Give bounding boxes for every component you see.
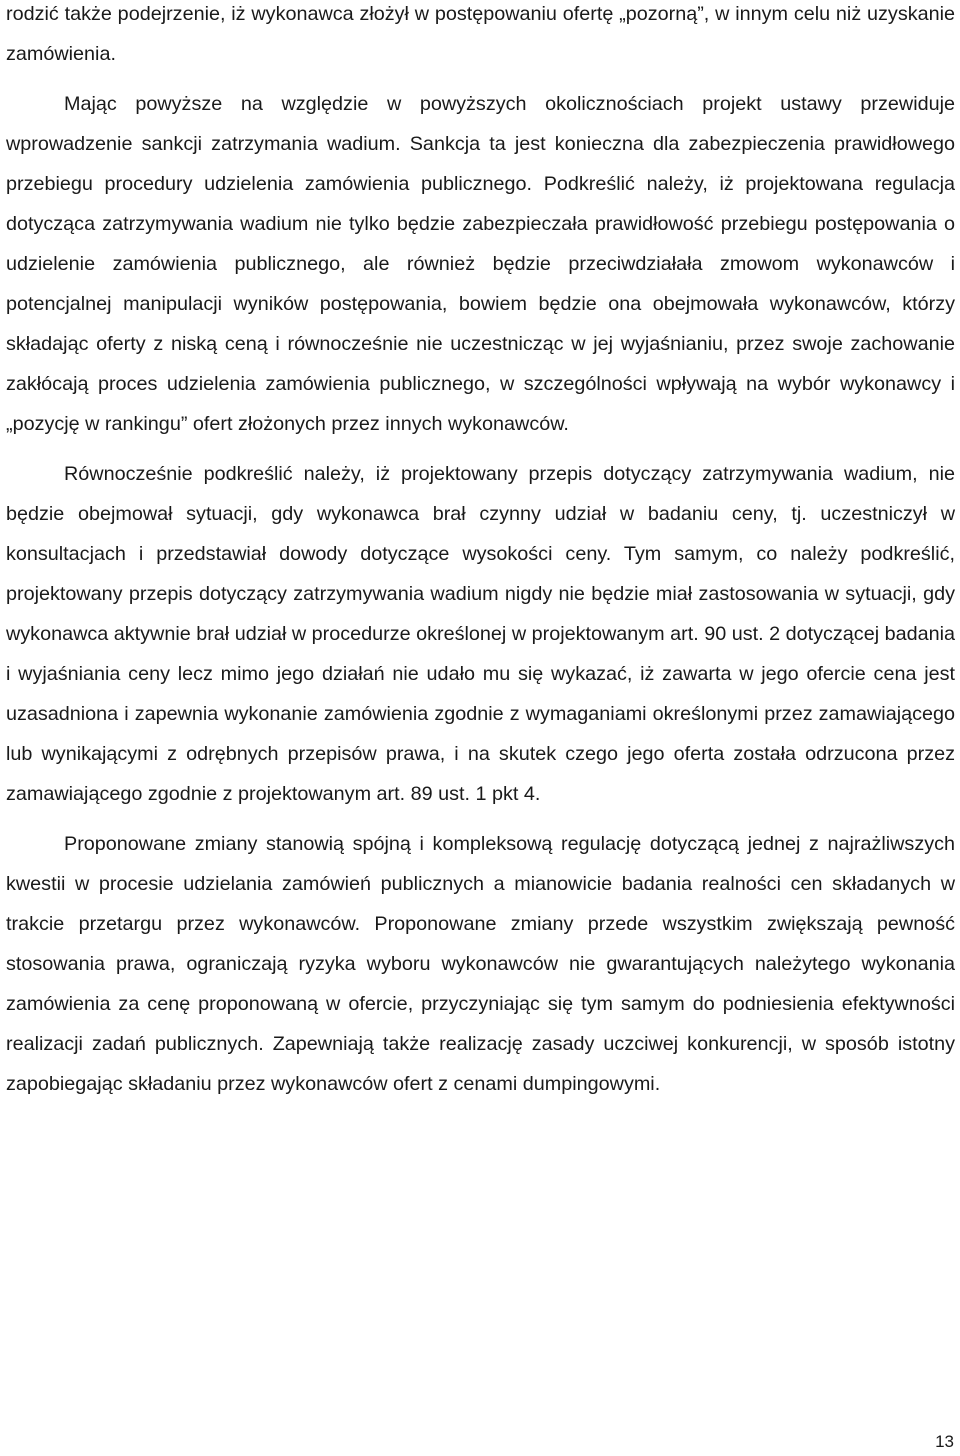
paragraph-price-examination: Równocześnie podkreślić należy, iż projektowany przepis dotyczący zatrzymywania wadium, nie będzie obejmował sytuacji, gdy wykonawca brał czynny udział w badaniu ceny, tj. uczestniczył w konsultacjach i przedstawiał dowody dotyczące wysokości ceny. Tym samym, co należy podkreślić, projektowany przepis dotyczący zatrzymywania wadium nigdy nie będzie miał zastosowania w sytuacji, gdy wykonawca aktywnie brał udział w procedurze określonej w projektowanym art. 90 ust. 2 dotyczącej badania i wyjaśniania ceny lecz mimo jego działań nie udało mu się wykazać, iż zawarta w jego ofercie cena jest uzasadniona i zapewnia wykonanie zamówienia zgodnie z wymaganiami określonymi przez zamawiającego lub wynikającymi z odrębnych przepisów prawa, i na skutek czego jego oferta została odrzucona przez zamawiającego zgodnie z projektowanym art. 89 ust. 1 pkt 4. <box>6 463 955 805</box>
paragraph-proposed-changes: Proponowane zmiany stanowią spójną i kompleksową regulację dotyczącą jednej z najrażliwszych kwestii w procesie udzielania zamówień publicznych a mianowicie badania realności cen składanych w trakcie przetargu przez wykonawców. Proponowane zmiany przede wszystkim zwiększają pewność stosowania prawa, ograniczają ryzyka wyboru wykonawców nie gwarantujących należytego wykonania zamówienia za cenę proponowaną w ofercie, przyczyniając się tym samym do podniesienia efektywności realizacji zadań publicznych. Zapewniają także realizację zasady uczciwej konkurencji, w sposób istotny zapobiegając składaniu przez wykonawców ofert z cenami dumpingowymi. <box>6 833 955 1095</box>
paragraph-continuation: rodzić także podejrzenie, iż wykonawca złożył w postępowaniu ofertę „pozorną”, w innym celu niż uzyskanie zamówienia. <box>6 3 955 65</box>
paragraph-wadium-sanction: Mając powyższe na względzie w powyższych okolicznościach projekt ustawy przewiduje wprowadzenie sankcji zatrzymania wadium. Sankcja ta jest konieczna dla zabezpieczenia prawidłowego przebiegu procedury udzielenia zamówienia publicznego. Podkreślić należy, iż projektowana regulacja dotycząca zatrzymywania wadium nie tylko będzie zabezpieczała prawidłowość przebiegu postępowania o udzielenie zamówienia publicznego, ale również będzie przeciwdziałała zmowom wykonawców i potencjalnej manipulacji wyników postępowania, bowiem będzie ona obejmowała wykonawców, którzy składając oferty z niską ceną i równocześnie nie uczestnicząc w jej wyjaśnianiu, przez swoje zachowanie zakłócają proces udzielenia zamówienia publicznego, w szczególności wpływają na wybór wykonawcy i „pozycję w rankingu” ofert złożonych przez innych wykonawców. <box>6 93 955 435</box>
document-body <box>6 0 955 1104</box>
page-number: 13 <box>935 1432 954 1451</box>
